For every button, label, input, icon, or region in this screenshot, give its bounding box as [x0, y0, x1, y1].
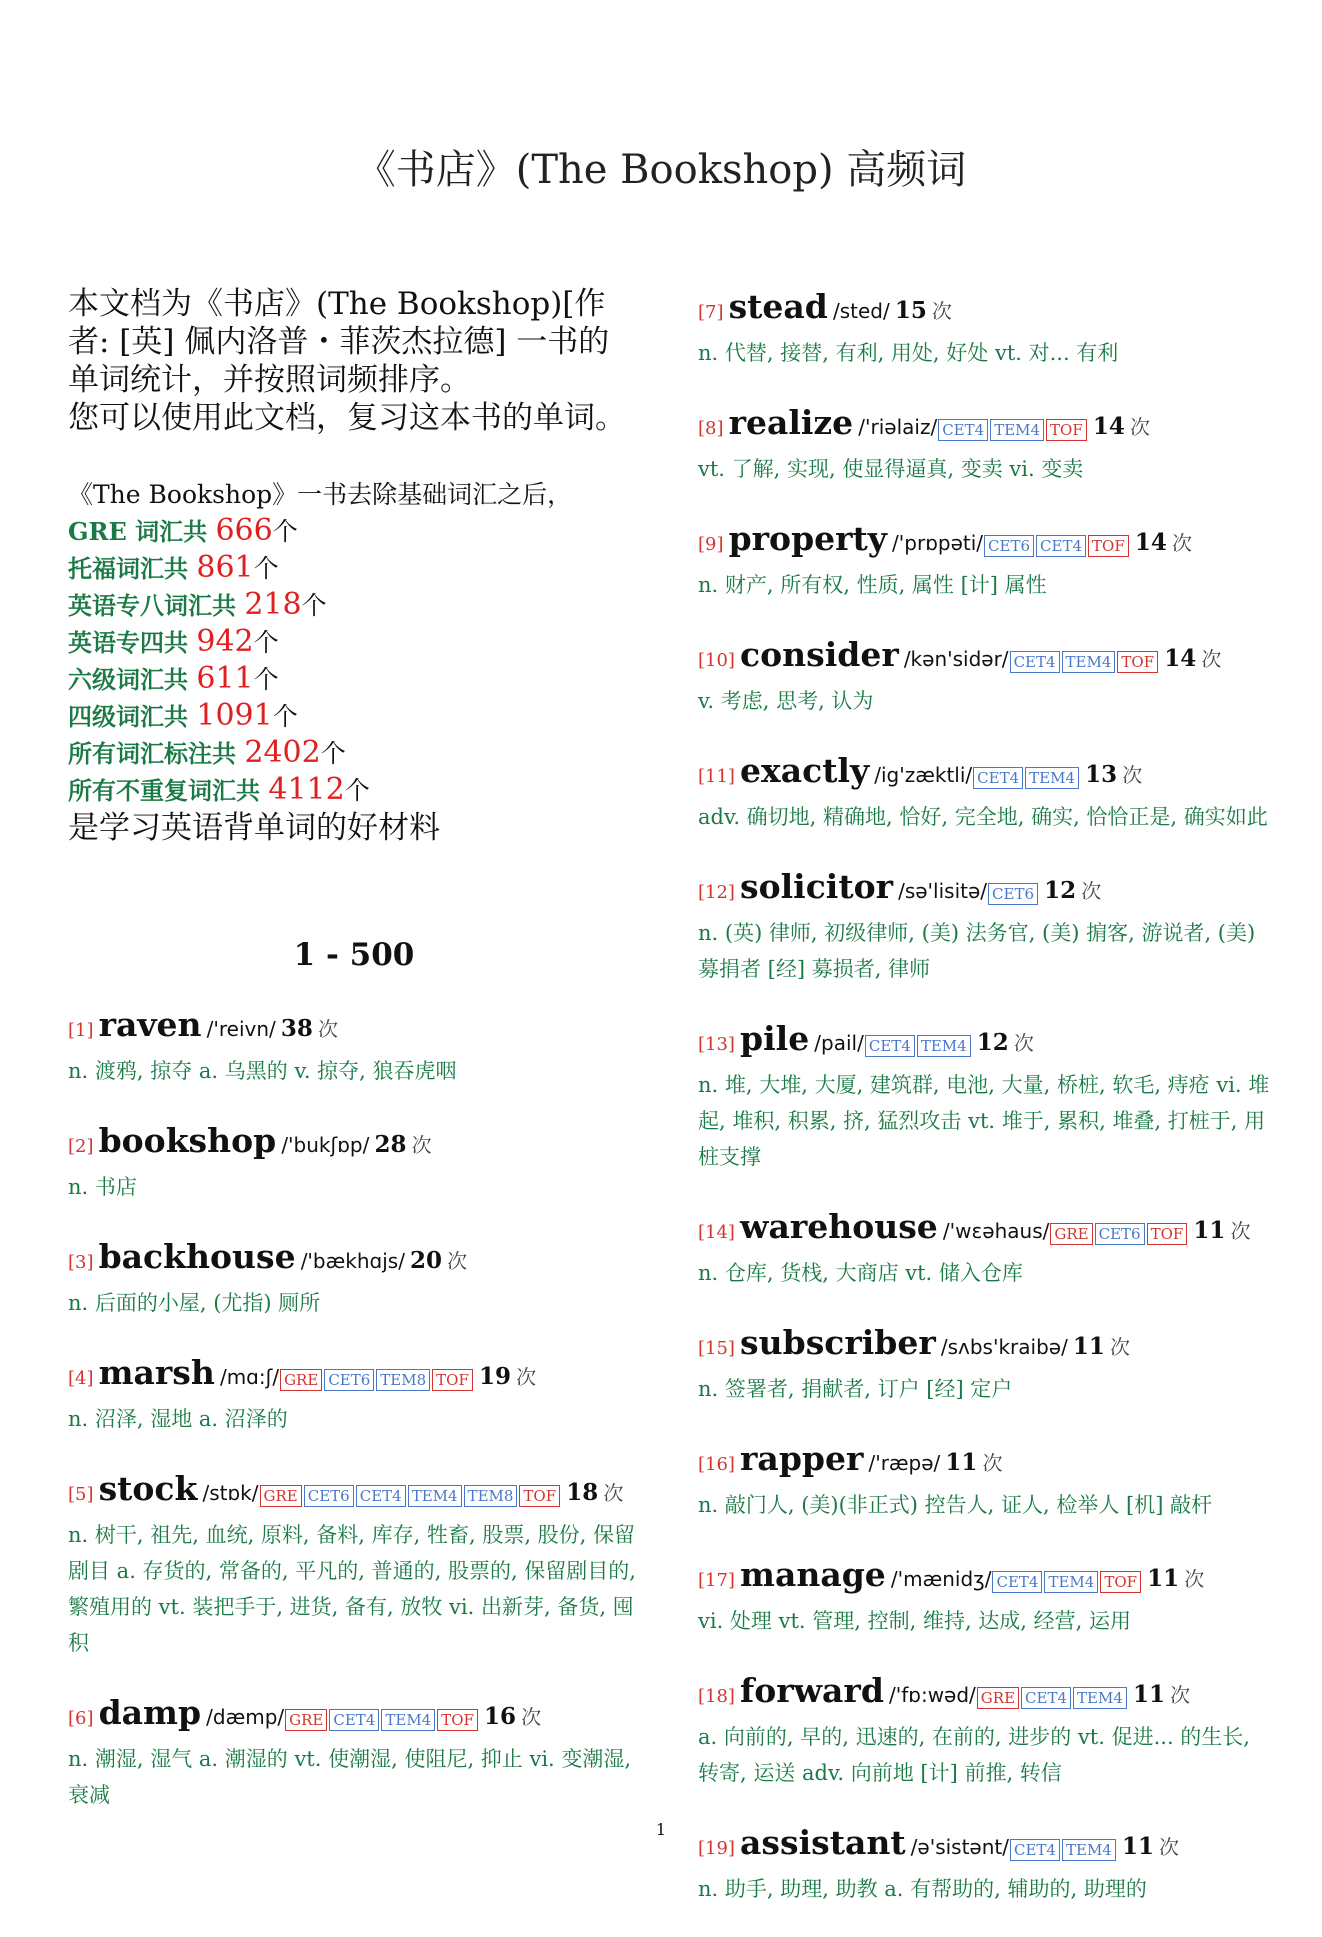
- entry-word: rapper: [740, 1439, 864, 1478]
- entry-head: [698, 1669, 1273, 1719]
- level-tag: CET4: [1010, 651, 1060, 673]
- left-entry-list: [68, 1003, 640, 1813]
- entry-word: subscriber: [740, 1323, 936, 1362]
- entry-index: [17]: [698, 1570, 735, 1591]
- stat-unit: 个: [253, 628, 279, 657]
- stat-label: 英语专四共: [68, 628, 197, 657]
- entry-phonetic: /kən'sidər/: [903, 647, 1009, 671]
- entry-head: [698, 285, 1273, 335]
- entry-phonetic: /ə'sistənt/: [910, 1835, 1009, 1859]
- word-entry: [68, 1691, 640, 1813]
- level-tag: GRE: [285, 1709, 327, 1731]
- count-unit: 次: [521, 1705, 542, 1729]
- entry-phonetic: /'bukʃɒp/: [281, 1133, 370, 1157]
- entry-head: [68, 1467, 640, 1517]
- stat-unit: 个: [344, 776, 370, 805]
- level-tag: TOF: [1100, 1571, 1141, 1593]
- level-tag: GRE: [1050, 1223, 1092, 1245]
- stats-lead: 《The Bookshop》一书去除基础词汇之后，: [68, 480, 573, 509]
- entry-word: pile: [740, 1019, 810, 1058]
- level-tag: CET4: [973, 767, 1023, 789]
- entry-definition: n. 后面的小屋, (尤指) 厕所: [68, 1291, 321, 1315]
- entry-index: [19]: [698, 1838, 735, 1859]
- stat-label: 托福词汇共: [68, 554, 197, 583]
- level-tag: CET4: [992, 1571, 1042, 1593]
- entry-phonetic: /'ræpə/: [868, 1451, 941, 1475]
- entry-head: [698, 1321, 1273, 1371]
- entry-index: [14]: [698, 1222, 735, 1243]
- level-tag: CET6: [324, 1369, 374, 1391]
- entry-count: 11: [945, 1449, 978, 1476]
- word-entry: [698, 285, 1273, 371]
- stat-unit: 个: [272, 702, 298, 731]
- count-unit: 次: [1171, 531, 1192, 555]
- page-title: 《书店》(The Bookshop) 高频词: [355, 147, 967, 193]
- stat-item: [68, 772, 640, 809]
- entry-index: [15]: [698, 1338, 735, 1359]
- stat-item: [68, 661, 640, 698]
- entry-count: 11: [1132, 1681, 1165, 1708]
- entry-index: [1]: [68, 1020, 94, 1041]
- entry-index: [18]: [698, 1686, 735, 1707]
- count-unit: 次: [1081, 879, 1102, 903]
- level-tag: TEM4: [1044, 1571, 1098, 1593]
- entry-phonetic: /dæmp/: [206, 1705, 285, 1729]
- entry-index: [10]: [698, 650, 735, 671]
- entry-phonetic: /'bækhɑjs/: [300, 1249, 405, 1273]
- entry-index: [5]: [68, 1484, 94, 1505]
- stat-item: [68, 624, 640, 661]
- stat-item: [68, 698, 640, 735]
- level-tag: TEM8: [464, 1485, 518, 1507]
- entry-word: warehouse: [740, 1207, 938, 1246]
- entry-count: 11: [1072, 1333, 1105, 1360]
- entry-phonetic: /sʌbs'kraibə/: [940, 1335, 1068, 1359]
- intro-text: 本文档为《书店》(The Bookshop)[作者: [英] 佩内洛普・菲茨杰拉德] 一书的单词统计，并按照词频排序。 您可以使用此文档，复习这本书的单词。: [68, 286, 626, 436]
- entry-count: 15: [894, 297, 927, 324]
- count-unit: 次: [411, 1133, 432, 1157]
- count-unit: 次: [447, 1249, 468, 1273]
- stat-number: 4112: [268, 772, 345, 807]
- entry-count: 28: [374, 1131, 407, 1158]
- entry-word: consider: [740, 635, 899, 674]
- level-tag: TOF: [519, 1485, 560, 1507]
- entry-word: raven: [98, 1005, 202, 1044]
- entry-definition: n. (英) 律师, 初级律师, (美) 法务官, (美) 掮客, 游说者, (美) 募捐者 [经] 募损者, 律师: [698, 921, 1256, 981]
- word-entry: [698, 1321, 1273, 1407]
- count-unit: 次: [1013, 1031, 1034, 1055]
- entry-definition: vi. 处理 vt. 管理, 控制, 维持, 达成, 经营, 运用: [698, 1609, 1132, 1633]
- level-tag: TEM4: [381, 1709, 435, 1731]
- entry-definition: n. 敲门人, (美)(非正式) 控告人, 证人, 检举人 [机] 敲杆: [698, 1493, 1213, 1517]
- entry-word: stead: [728, 287, 828, 326]
- entry-count: 19: [478, 1363, 511, 1390]
- level-tag: CET4: [865, 1035, 915, 1057]
- stat-number: 1091: [196, 698, 273, 733]
- entry-index: [12]: [698, 882, 735, 903]
- entry-head: [68, 1119, 640, 1169]
- entry-index: [11]: [698, 766, 735, 787]
- stat-number: 2402: [244, 735, 321, 770]
- entry-definition: n. 渡鸦, 掠夺 a. 乌黑的 v. 掠夺, 狼吞虎咽: [68, 1059, 457, 1083]
- entry-word: bookshop: [98, 1121, 277, 1160]
- entry-index: [8]: [698, 418, 724, 439]
- entry-phonetic: /'reivn/: [206, 1017, 276, 1041]
- entry-word: damp: [98, 1693, 202, 1732]
- entry-head: [698, 517, 1273, 567]
- entry-word: forward: [740, 1671, 884, 1710]
- count-unit: 次: [1159, 1835, 1180, 1859]
- entry-phonetic: /sə'lisitə/: [898, 879, 988, 903]
- level-tag: CET4: [938, 419, 988, 441]
- entry-head: [698, 1553, 1273, 1603]
- entry-count: 11: [1147, 1565, 1180, 1592]
- stats-closing: 是学习英语背单词的好材料: [68, 810, 440, 846]
- stat-number: 861: [196, 550, 254, 585]
- stat-number: 611: [196, 661, 254, 696]
- entry-definition: n. 助手, 助理, 助教 a. 有帮助的, 辅助的, 助理的: [698, 1877, 1147, 1901]
- entry-word: backhouse: [98, 1237, 296, 1276]
- stat-item: [68, 513, 640, 550]
- level-tag: CET4: [329, 1709, 379, 1731]
- word-entry: [698, 1205, 1273, 1291]
- entry-definition: n. 书店: [68, 1175, 137, 1199]
- level-tag: TEM4: [1062, 1839, 1116, 1861]
- entry-index: [2]: [68, 1136, 94, 1157]
- stat-unit: 个: [253, 554, 279, 583]
- entry-phonetic: /'riəlaiz/: [858, 415, 938, 439]
- count-unit: 次: [982, 1451, 1003, 1475]
- entry-head: [698, 865, 1273, 915]
- level-tag: CET6: [984, 535, 1034, 557]
- count-unit: 次: [1170, 1683, 1191, 1707]
- count-unit: 次: [1201, 647, 1222, 671]
- entry-definition: n. 签署者, 捐献者, 订户 [经] 定户: [698, 1377, 1013, 1401]
- entry-word: solicitor: [740, 867, 893, 906]
- level-tag: GRE: [977, 1687, 1019, 1709]
- level-tag: TEM4: [1073, 1687, 1127, 1709]
- level-tag: CET6: [1095, 1223, 1145, 1245]
- entry-word: stock: [98, 1469, 198, 1508]
- stat-label: 所有不重复词汇共: [68, 776, 269, 805]
- entry-word: assistant: [740, 1823, 906, 1862]
- entry-definition: n. 沼泽, 湿地 a. 沼泽的: [68, 1407, 288, 1431]
- word-entry: [698, 1017, 1273, 1175]
- entry-definition: n. 潮湿, 湿气 a. 潮湿的 vt. 使潮湿, 使阻尼, 抑止 vi. 变潮湿, 衰减: [68, 1747, 632, 1807]
- entry-phonetic: /pail/: [814, 1031, 864, 1055]
- stats-block: [68, 477, 640, 847]
- entry-index: [4]: [68, 1368, 94, 1389]
- level-tag: TEM4: [1062, 651, 1116, 673]
- stat-unit: 个: [272, 517, 298, 546]
- entry-definition: vt. 了解, 实现, 使显得逼真, 变卖 vi. 变卖: [698, 457, 1084, 481]
- level-tag: TOF: [1046, 419, 1087, 441]
- stat-label: GRE 词汇共: [68, 517, 216, 546]
- entry-count: 14: [1092, 413, 1125, 440]
- entry-definition: n. 树干, 祖先, 血统, 原料, 备料, 库存, 牲畜, 股票, 股份, 保留剧目 a. 存货的, 常备的, 平凡的, 普通的, 股票的, 保留剧目的, 繁殖用的 vt. 装把手于, 进货, 备有, 放牧 vi. 出新芽, 备货, 囤积: [68, 1523, 636, 1655]
- right-entry-list: [698, 285, 1273, 1907]
- word-entry: [68, 1467, 640, 1661]
- entry-head: [698, 1437, 1273, 1487]
- entry-phonetic: /ig'zæktli/: [874, 763, 973, 787]
- entry-count: 11: [1121, 1833, 1154, 1860]
- entry-phonetic: /'wɛəhaus/: [942, 1219, 1050, 1243]
- level-tag: CET6: [988, 883, 1038, 905]
- stat-unit: 个: [253, 665, 279, 694]
- stat-number: 666: [215, 513, 273, 548]
- stat-unit: 个: [301, 591, 327, 620]
- level-tag: TOF: [1088, 535, 1129, 557]
- entry-head: [698, 1205, 1273, 1255]
- word-entry: [68, 1235, 640, 1321]
- word-entry: [698, 1669, 1273, 1791]
- entry-count: 38: [280, 1015, 313, 1042]
- count-unit: 次: [1184, 1567, 1205, 1591]
- entry-head: [68, 1351, 640, 1401]
- entry-index: [16]: [698, 1454, 735, 1475]
- level-tag: TOF: [437, 1709, 478, 1731]
- count-unit: 次: [603, 1481, 624, 1505]
- entry-word: realize: [728, 403, 854, 442]
- level-tag: GRE: [280, 1369, 322, 1391]
- stat-label: 英语专八词汇共: [68, 591, 245, 620]
- level-tag: CET4: [356, 1485, 406, 1507]
- stat-number: 218: [244, 587, 302, 622]
- count-unit: 次: [1122, 763, 1143, 787]
- level-tag: CET6: [304, 1485, 354, 1507]
- left-column: [68, 285, 640, 1843]
- entry-definition: n. 财产, 所有权, 性质, 属性 [计] 属性: [698, 573, 1047, 597]
- entry-head: [698, 749, 1273, 799]
- entry-head: [698, 401, 1273, 451]
- word-entry: [698, 1553, 1273, 1639]
- stat-label: 六级词汇共: [68, 665, 197, 694]
- level-tag: TEM4: [917, 1035, 971, 1057]
- count-unit: 次: [1230, 1219, 1251, 1243]
- entry-phonetic: /stɒk/: [202, 1481, 259, 1505]
- level-tag: TOF: [432, 1369, 473, 1391]
- entry-word: property: [728, 519, 887, 558]
- level-tag: GRE: [260, 1485, 302, 1507]
- right-column: [698, 285, 1273, 1937]
- count-unit: 次: [1129, 415, 1150, 439]
- stat-unit: 个: [320, 739, 346, 768]
- entry-index: [6]: [68, 1708, 94, 1729]
- word-entry: [698, 633, 1273, 719]
- entry-phonetic: /mɑ:ʃ/: [219, 1365, 280, 1389]
- stat-label: 所有词汇标注共: [68, 739, 245, 768]
- entry-count: 18: [566, 1479, 599, 1506]
- word-entry: [68, 1119, 640, 1205]
- entry-count: 16: [484, 1703, 517, 1730]
- entry-definition: n. 仓库, 货栈, 大商店 vt. 储入仓库: [698, 1261, 1023, 1285]
- entry-count: 12: [1044, 877, 1077, 904]
- level-tag: CET4: [1021, 1687, 1071, 1709]
- entry-phonetic: /'mænidʒ/: [890, 1567, 992, 1591]
- entry-head: [698, 633, 1273, 683]
- entry-definition: v. 考虑, 思考, 认为: [698, 689, 874, 713]
- page-number: 1: [655, 1820, 667, 1839]
- stat-item: [68, 735, 640, 772]
- level-tag: TEM4: [408, 1485, 462, 1507]
- entry-index: [3]: [68, 1252, 94, 1273]
- entry-definition: n. 代替, 接替, 有利, 用处, 好处 vt. 对... 有利: [698, 341, 1119, 365]
- level-tag: TEM4: [990, 419, 1044, 441]
- level-tag: CET4: [1010, 1839, 1060, 1861]
- count-unit: 次: [317, 1017, 338, 1041]
- entry-word: exactly: [740, 751, 870, 790]
- entry-count: 14: [1164, 645, 1197, 672]
- word-entry: [68, 1003, 640, 1089]
- entry-head: [68, 1691, 640, 1741]
- word-entry: [698, 517, 1273, 603]
- word-entry: [698, 865, 1273, 987]
- entry-phonetic: /sted/: [832, 299, 890, 323]
- entry-index: [13]: [698, 1034, 735, 1055]
- entry-head: [68, 1235, 640, 1285]
- count-unit: 次: [931, 299, 952, 323]
- level-tag: TEM8: [376, 1369, 430, 1391]
- stat-label: 四级词汇共: [68, 702, 197, 731]
- entry-index: [9]: [698, 534, 724, 555]
- count-unit: 次: [1110, 1335, 1131, 1359]
- word-entry: [698, 401, 1273, 487]
- level-tag: TOF: [1147, 1223, 1188, 1245]
- entry-word: manage: [740, 1555, 886, 1594]
- word-entry: [68, 1351, 640, 1437]
- entry-phonetic: /'fɒ:wəd/: [888, 1683, 976, 1707]
- count-unit: 次: [516, 1365, 537, 1389]
- range-title: 1 - 500: [293, 937, 415, 973]
- stat-item: [68, 550, 640, 587]
- level-tag: TEM4: [1025, 767, 1079, 789]
- stat-number: 942: [196, 624, 254, 659]
- word-entry: [698, 749, 1273, 835]
- entry-definition: a. 向前的, 早的, 迅速的, 在前的, 进步的 vt. 促进... 的生长, 转寄, 运送 adv. 向前地 [计] 前推, 转信: [698, 1725, 1250, 1785]
- level-tag: TOF: [1117, 651, 1158, 673]
- entry-word: marsh: [98, 1353, 215, 1392]
- word-entry: [698, 1437, 1273, 1523]
- entry-definition: adv. 确切地, 精确地, 恰好, 完全地, 确实, 恰恰正是, 确实如此: [698, 805, 1268, 829]
- entry-count: 13: [1085, 761, 1118, 788]
- entry-index: [7]: [698, 302, 724, 323]
- entry-definition: n. 堆, 大堆, 大厦, 建筑群, 电池, 大量, 桥桩, 软毛, 痔疮 vi. 堆起, 堆积, 积累, 挤, 猛烈攻击 vt. 堆于, 累积, 堆叠, 打桩于, 用桩支撑: [698, 1073, 1270, 1169]
- entry-head: [698, 1017, 1273, 1067]
- stat-item: [68, 587, 640, 624]
- entry-count: 14: [1134, 529, 1167, 556]
- level-tag: CET4: [1036, 535, 1086, 557]
- entry-count: 11: [1193, 1217, 1226, 1244]
- entry-head: [68, 1003, 640, 1053]
- entry-count: 12: [976, 1029, 1009, 1056]
- entry-phonetic: /'prɒpəti/: [892, 531, 984, 555]
- entry-count: 20: [410, 1247, 443, 1274]
